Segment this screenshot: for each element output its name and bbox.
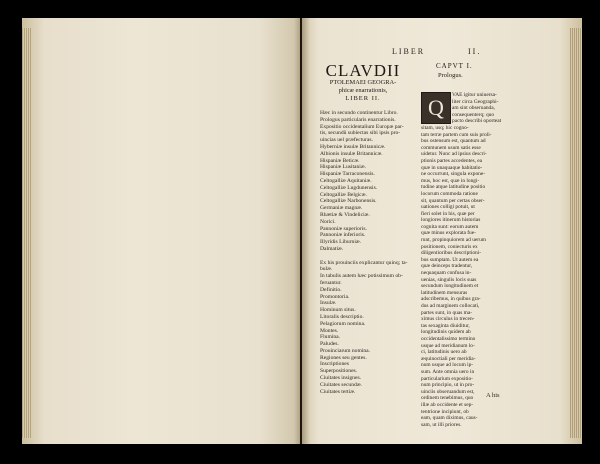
- toc-line: Germaniæ magnæ.: [320, 205, 363, 212]
- toc-line: Inscriptiones: [320, 361, 349, 368]
- toc-line: Ex his prouinciis explicantur quinq; ta-: [320, 259, 408, 266]
- body-line: longiores itinerum historias: [421, 217, 481, 224]
- body-line: liter circa Geographi-: [452, 98, 499, 105]
- body-line: uenias, singulis locis suas: [421, 276, 477, 283]
- book-gutter: [294, 18, 310, 444]
- toc-line: Norici.: [320, 218, 336, 225]
- body-line: ci, latitudinis uero ab: [421, 349, 467, 356]
- right-fore-edge: [570, 28, 582, 438]
- toc-line: Paludes.: [320, 341, 339, 348]
- toc-line: In tabulis autem hæc potissimum ob-: [320, 273, 403, 280]
- body-line: æquinoctiali per meridia-: [421, 355, 476, 362]
- body-line: dus ad marginem collocati,: [421, 303, 480, 309]
- toc-line: Hyberniæ insulæ Britannicæ.: [320, 143, 386, 150]
- body-line: communem usum satis esse: [421, 144, 481, 151]
- toc-line: Hominum situs.: [320, 307, 356, 314]
- toc-line: Ciuitates insignes.: [320, 375, 362, 382]
- body-line: longitudinis quidem ab: [421, 329, 471, 336]
- body-line: adscribemus, in quibus gra-: [421, 296, 481, 303]
- body-line: sum. Ante omnia uero in: [421, 368, 475, 375]
- body-text-column: [421, 92, 533, 428]
- running-head: [392, 47, 572, 56]
- body-line: particularium expositio-: [421, 375, 473, 382]
- body-line: tentrione incipiunt, ob: [421, 408, 469, 415]
- body-line: quæ deinceps tradentur,: [421, 263, 473, 270]
- body-line: quæ in unaquaque habitatio-: [421, 164, 483, 171]
- body-line: nequaquam confusa in-: [421, 270, 472, 277]
- body-line: eam, quam diximus, caus-: [421, 415, 478, 422]
- left-fore-edge: [22, 28, 32, 438]
- body-line: pacto describi oporteat: [452, 118, 502, 125]
- running-head-book: LIBER: [392, 47, 426, 56]
- body-line: ordinem tenebimus, quo: [421, 395, 474, 402]
- body-line: VAE igitur uniuersa-: [452, 92, 497, 98]
- title-sub-line: PTOLEMAEI GEOGRA-: [329, 79, 397, 86]
- toc-line: feruantur.: [320, 279, 342, 286]
- title-block: [318, 62, 408, 103]
- toc-line: Promontoria.: [320, 293, 350, 300]
- toc-line: Superpositiones.: [320, 368, 358, 375]
- toc-line: Ciuitates tertiæ.: [320, 388, 356, 395]
- body-line: uationes colligi potuit, ut: [421, 204, 475, 211]
- toc-line: uincias uel præfecturas.: [320, 137, 373, 144]
- body-line: usque ad meridianum lo-: [421, 342, 475, 349]
- toc-line: Regiones seu gentes.: [320, 354, 367, 361]
- body-line: fieri solet in his, quæ per: [421, 210, 475, 217]
- body-line: sit, quantum per certas obser-: [421, 197, 485, 204]
- toc-line: Hispaniæ Lusitaniæ.: [320, 164, 366, 171]
- toc-line: Hispaniæ Beticæ.: [320, 157, 360, 164]
- toc-line: Celtogalliæ Lugdunensis.: [320, 184, 378, 191]
- title-main: CLAVDII: [325, 61, 401, 80]
- toc-line: Pelagiorum nomina.: [320, 320, 366, 327]
- body-line: diligentioribus descriptioni-: [421, 250, 482, 257]
- body-line: uinciis obseruandum est,: [421, 388, 475, 395]
- body-line: illæ ab occidente et sep-: [421, 401, 474, 408]
- toc-line: Albionis insulæ Britannicæ.: [320, 150, 383, 157]
- body-line: mus, hoc est, quæ in longi-: [421, 177, 480, 184]
- toc-line: Celtogalliæ Aquitaniæ.: [320, 177, 372, 184]
- chapter-subtitle: Prologus.: [438, 72, 463, 79]
- body-line: quæ minus explorata fue-: [421, 230, 476, 237]
- table-of-contents: [320, 110, 420, 395]
- toc-line: Prouinciarum nomina.: [320, 347, 371, 354]
- body-line: num usque ad locum ip-: [421, 362, 474, 369]
- toc-line: Montes.: [320, 327, 339, 334]
- toc-line: Insulæ.: [320, 300, 337, 307]
- body-line: ne occurrunt, singula expone-: [421, 171, 486, 178]
- body-line: locorum commoda ratione: [421, 190, 478, 197]
- toc-line: Dalmatiæ.: [320, 245, 344, 252]
- body-line: bus ostensum est, quantum ad: [421, 138, 486, 145]
- title-liber: LIBER II.: [345, 95, 381, 102]
- left-page: [22, 18, 300, 444]
- body-line: uidetur. Nunc ad ipsius descri-: [421, 151, 487, 158]
- toc-line: Pannoniæ superioris.: [320, 225, 367, 232]
- body-line: ximus circulus in trecen-: [421, 316, 475, 323]
- toc-line: Pannoniæ inferioris.: [320, 232, 366, 239]
- body-line: sam, ut illi priores.: [421, 421, 462, 428]
- body-line: tam terræ partem cum suis proli-: [421, 131, 492, 138]
- body-line: bus sumptam. Ut autem ea: [421, 256, 479, 263]
- body-line: secundum longitudinem et: [421, 283, 479, 290]
- body-line: num principio, ut in pro-: [421, 382, 475, 389]
- body-line: sitam, usq; hic cogno-: [421, 124, 469, 131]
- body-line: positionem, coniecturis ex: [421, 243, 478, 250]
- body-line: consequenterq; quo: [452, 111, 495, 118]
- toc-line: Hispaniæ Tarraconensis.: [320, 171, 375, 178]
- toc-line: bulæ.: [320, 266, 333, 273]
- toc-line: tis, secundū subiectas sibi ipsis pro-: [320, 130, 401, 137]
- toc-line: Definitio.: [320, 286, 342, 293]
- toc-line: Litoralis descriptio.: [320, 313, 364, 320]
- toc-line: Expositio occidentalium Europæ par-: [320, 123, 404, 130]
- body-line: tas sexaginta diuiditur,: [421, 322, 470, 329]
- toc-line: Ciuitates secundæ.: [320, 381, 362, 388]
- drop-cap-initial: Q: [421, 92, 451, 124]
- body-line: am sint obseruanda,: [452, 105, 495, 112]
- chapter-title: CAPVT I.: [436, 62, 473, 70]
- body-line: cognita sunt: eorum autem: [421, 223, 479, 230]
- body-line: partes sunt, in quas ma-: [421, 309, 473, 316]
- body-line: ptionis partes accedentes, ea: [421, 157, 483, 164]
- toc-line: Celtogalliæ Belgicæ.: [320, 191, 367, 198]
- body-line: runt, propinquiorem ad uerum: [421, 237, 486, 244]
- toc-line: Flumina.: [320, 334, 341, 341]
- toc-line: Illyridis Liburniæ.: [320, 239, 362, 246]
- body-line: latitudinem mensuras: [421, 289, 468, 296]
- chapter-heading: [436, 62, 536, 80]
- title-sub-line: phicæ enarrationis,: [338, 86, 388, 94]
- running-head-folio: II.: [468, 47, 482, 56]
- catchword: A his: [486, 392, 500, 399]
- toc-line: Rhætiæ & Vindeliciæ.: [320, 211, 370, 218]
- toc-line: Hæc in secundo continentur Libro.: [320, 110, 398, 116]
- toc-line: Prologus particularis enarrationis.: [320, 116, 396, 123]
- body-line: tudine atque latitudine positio: [421, 184, 486, 191]
- body-line: occidentalissimo termino: [421, 335, 476, 342]
- toc-line: [320, 253, 420, 260]
- toc-line: Celtogalliæ Narbonensis.: [320, 198, 377, 205]
